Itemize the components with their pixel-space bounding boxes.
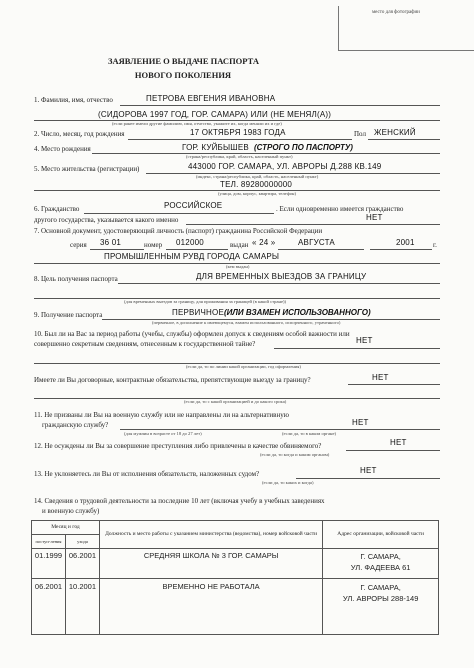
sex-label: Пол	[354, 130, 366, 138]
header-month-year: Месяц и год	[32, 521, 100, 535]
passport-number-value[interactable]: 012000	[176, 238, 204, 247]
full-name-value[interactable]: ПЕТРОВА ЕВГЕНИЯ ИВАНОВНА	[146, 94, 276, 103]
passport-series-value[interactable]: 36 01	[100, 238, 122, 247]
phone-value[interactable]: ТЕЛ. 89280000000	[220, 180, 293, 189]
row-position[interactable]: СРЕДНЯЯ ШКОЛА № 3 ГОР. САМАРЫ	[99, 549, 322, 579]
field-10b-line: Имеете ли Вы договорные, контрактные обязательства, препятствующие выезду за границу?	[34, 376, 311, 384]
row-address[interactable]	[323, 549, 439, 579]
row-position[interactable]: ВРЕМЕННО НЕ РАБОТАЛА	[99, 579, 322, 635]
field-6-label: 6. Гражданство	[34, 205, 80, 213]
row-address-line1: Г. САМАРА,	[360, 552, 401, 561]
series-label: серия	[70, 241, 87, 249]
citizenship-value[interactable]: РОССИЙСКОЕ	[164, 201, 223, 210]
field-10-line1: 10. Был ли на Вас за период работы (учебы, службы) оформлен допуск к сведениям особой важности или	[34, 330, 350, 338]
year-suffix: г.	[433, 241, 437, 249]
field-10b-hint: (если да, то с какой организацией и до какого срока)	[184, 399, 287, 404]
residence-value[interactable]: 443000 ГОР. САМАРА, УЛ. АВРОРЫ Д.288 КВ.149	[188, 162, 382, 171]
table-row	[32, 549, 439, 579]
criminal-record-value[interactable]: НЕТ	[390, 438, 407, 447]
row-end-date[interactable]: 06.2001	[65, 549, 99, 579]
military-service-value[interactable]: НЕТ	[352, 418, 369, 427]
header-position: Должность и место работы с указанием министерства (ведомства), номер войсковой части	[99, 521, 322, 549]
receipt-type-value[interactable]: ПЕРВИЧНОЕ	[172, 308, 224, 317]
field-6-line2: другого государства, указывается какого именно	[34, 216, 179, 224]
row-address-line1: Г. САМАРА,	[360, 583, 401, 592]
field-11-hint: (если да, то в каком органе)	[282, 431, 337, 436]
field-11-age-hint: (для мужчин в возрасте от 18 до 27 лет)	[124, 431, 202, 436]
field-1-label: 1. Фамилия, имя, отчество	[34, 96, 113, 104]
field-11-line1: 11. Не призваны ли Вы на военную службу или не направлены ли на альтернативную	[34, 411, 289, 419]
birth-place-value[interactable]: ГОР. КУЙБЫШЕВ	[182, 143, 249, 152]
receipt-type-note: (ИЛИ ВЗАМЕН ИСПОЛЬЗОВАННОГО)	[224, 308, 371, 317]
field-12-hint: (если да, то когда и каким органом)	[260, 452, 330, 457]
form-title-line1: ЗАЯВЛЕНИЕ О ВЫДАЧЕ ПАСПОРТА	[108, 56, 259, 66]
field-8-label: 8. Цель получения паспорта	[34, 275, 118, 283]
field-9-label: 9. Получение паспорта	[34, 311, 103, 319]
purpose-value[interactable]: ДЛЯ ВРЕМЕННЫХ ВЫЕЗДОВ ЗА ГРАНИЦУ	[196, 272, 367, 281]
row-address-line2: УЛ. ФАДЕЕВА 61	[350, 563, 411, 572]
issuer-value[interactable]: ПРОМЫШЛЕННЫМ РУВД ГОРОДА САМАРЫ	[104, 252, 280, 261]
row-start-date[interactable]: 06.2001	[32, 579, 66, 635]
birth-place-note: (СТРОГО ПО ПАСПОРТУ)	[254, 143, 353, 152]
contract-obligations-value[interactable]: НЕТ	[372, 373, 389, 382]
row-start-date[interactable]: 01.1999	[32, 549, 66, 579]
issue-day-value[interactable]: « 24 »	[252, 238, 276, 247]
field-13-line: 13. Не уклоняетесь ли Вы от исполнения обязательств, наложенных судом?	[34, 470, 260, 478]
issue-month-value[interactable]: АВГУСТА	[298, 238, 335, 247]
field-1-hint: (если ранее имели другие фамилию, имя, отчество, укажите их, когда меняли их и где)	[112, 121, 282, 126]
birth-date-value[interactable]: 17 ОКТЯБРЯ 1983 ГОДА	[190, 128, 286, 137]
court-obligations-value[interactable]: НЕТ	[360, 466, 377, 475]
photo-label: место для фотографии	[372, 10, 420, 15]
issued-label: выдан	[230, 241, 249, 249]
field-5-hint1: (индекс, страна/республика, край, область, населенный пункт)	[196, 174, 319, 179]
field-6-extra: . Если одновременно имеется гражданство	[276, 205, 404, 213]
field-11-line2: гражданскую службу?	[42, 421, 109, 429]
table-row	[32, 579, 439, 635]
field-14-line1: 14. Сведения о трудовой деятельности за последние 10 лет (включая учебу в учебных заведениях	[34, 497, 325, 505]
issue-year-value[interactable]: 2001	[396, 238, 415, 247]
row-end-date[interactable]: 10.2001	[65, 579, 99, 635]
field-9-hint: (первичное, в дополнение к имеющемуся, взамен использованного, испорченного, утраченного)	[152, 320, 341, 325]
field-8-hint: (для временных выездов за границу, для проживания за границей (в какой стране))	[124, 299, 287, 304]
header-start: поступ-ления	[32, 535, 66, 549]
field-12-line: 12. Не осуждены ли Вы за совершение преступления либо привлечены в качестве обвиняемого?	[34, 442, 322, 450]
row-address[interactable]	[323, 579, 439, 635]
work-history-table	[31, 520, 439, 635]
form-title-line2: НОВОГО ПОКОЛЕНИЯ	[134, 70, 232, 80]
secrecy-clearance-value[interactable]: НЕТ	[356, 336, 373, 345]
field-10-line2: совершенно секретным сведениям, отнесенным к государственной тайне?	[34, 340, 256, 348]
row-address-line2: УЛ. АВРОРЫ 288-149	[342, 594, 419, 603]
field-13-hint: (если да, то каких и когда)	[262, 480, 314, 485]
field-5-hint2: (улица, дом, корпус, квартира, телефон)	[218, 191, 297, 196]
field-2-label: 2. Число, месяц, год рождения	[34, 130, 125, 138]
other-citizenship-value[interactable]: НЕТ	[366, 213, 383, 222]
number-label: номер	[144, 241, 163, 249]
field-4-hint: (страна/республика, край, область, населенный пункт)	[186, 154, 293, 159]
previous-name-value[interactable]: (СИДОРОВА 1997 ГОД, ГОР. САМАРА) ИЛИ (НЕ МЕНЯЛ(А))	[98, 110, 332, 119]
header-end: ухода	[65, 535, 99, 549]
issuer-hint: (кем выдан)	[226, 264, 250, 269]
field-4-label: 4. Место рождения	[34, 145, 91, 153]
field-7-label: 7. Основной документ, удостоверяющий личность (паспорт) гражданина Российской Федерации	[34, 227, 323, 235]
field-10-hint: (если да, то по линии какой организации, год оформления)	[186, 364, 301, 369]
field-5-label: 5. Место жительства (регистрации)	[34, 165, 140, 173]
field-14-line2: и военную службу)	[42, 507, 100, 515]
sex-value[interactable]: ЖЕНСКИЙ	[374, 128, 416, 137]
header-address: Адрес организации, войсковой части	[323, 521, 439, 549]
